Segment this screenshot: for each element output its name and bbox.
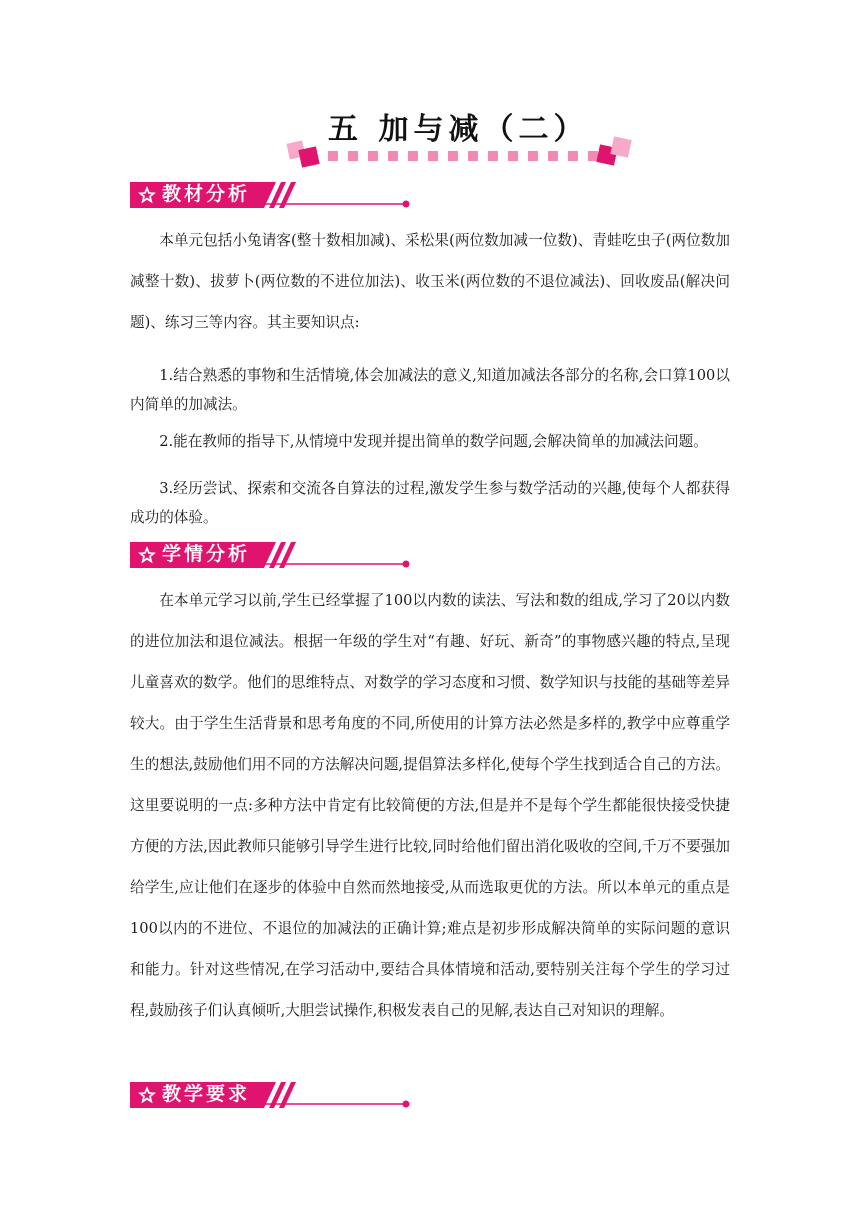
paragraph: 1.结合熟悉的事物和生活情境,体会加减法的意义,知道加减法各部分的名称,会口算100以内简单的加减法。 bbox=[130, 367, 730, 413]
star-icon bbox=[137, 185, 157, 205]
star-icon bbox=[137, 1085, 157, 1105]
title-decoration bbox=[282, 136, 638, 170]
paragraph: 3.经历尝试、探索和交流各自算法的过程,激发学生参与数学活动的兴趣,使每个人都获得成功的体验。 bbox=[130, 480, 730, 526]
section-header-requirements bbox=[130, 1080, 430, 1112]
section-header-situation bbox=[130, 540, 430, 572]
paragraph: 本单元包括小兔请客(整十数相加减)、采松果(两位数加减一位数)、青蛙吃虫子(两位数加减整十数)、拔萝卜(两位数的不进位加法)、收玉米(两位数的不退位减法)、回收废品(解决问题)、练习三等内容。其主要知识点: bbox=[130, 232, 730, 331]
section-header-analysis bbox=[130, 180, 430, 212]
section-heading: 教学要求 bbox=[162, 1083, 251, 1105]
section-heading: 教材分析 bbox=[162, 183, 251, 205]
paragraph: 在本单元学习以前,学生已经掌握了100以内数的读法、写法和数的组成,学习了20以内数的进位加法和退位减法。根据一年级的学生对“有趣、好玩、新奇”的事物感兴趣的特点,呈现儿童喜欢的数学。他们的思维特点、对数学的学习态度和习惯、数学知识与技能的基础等差异较大。由于学生生活背景和思考角度的不同,所使用的计算方法必然是多样的,教学中应尊重学生的想法,鼓励他们用不同的方法解决问题,提倡算法多样化,使每个学生找到适合自己的方法。这里要说明的一点:多种方法中肯定有比较简便的方法,但是并不是每个学生都能很快接受快捷方便的方法,因此教师只能够引导学生进行比较,同时给他们留出消化吸收的空间,千万不要强加给学生,应让他们在逐步的体验中自然而然地接受,从而选取更优的方法。所以本单元的重点是100以内的不进位、不退位的加减法的正确计算;难点是初步形成解决简单的实际问题的意识和能力。针对这些情况,在学习活动中,要结合具体情境和活动,要特别关注每个学生的学习过程,鼓励孩子们认真倾听,大胆尝试操作,积极发表自己的见解,表达自己对知识的理解。 bbox=[130, 592, 730, 1019]
star-icon bbox=[137, 545, 157, 565]
section-heading: 学情分析 bbox=[162, 543, 251, 565]
chapter-title: 五 加与减（二） bbox=[328, 112, 589, 147]
paragraph: 2.能在教师的指导下,从情境中发现并提出简单的数学问题,会解决简单的加减法问题。 bbox=[159, 433, 708, 450]
